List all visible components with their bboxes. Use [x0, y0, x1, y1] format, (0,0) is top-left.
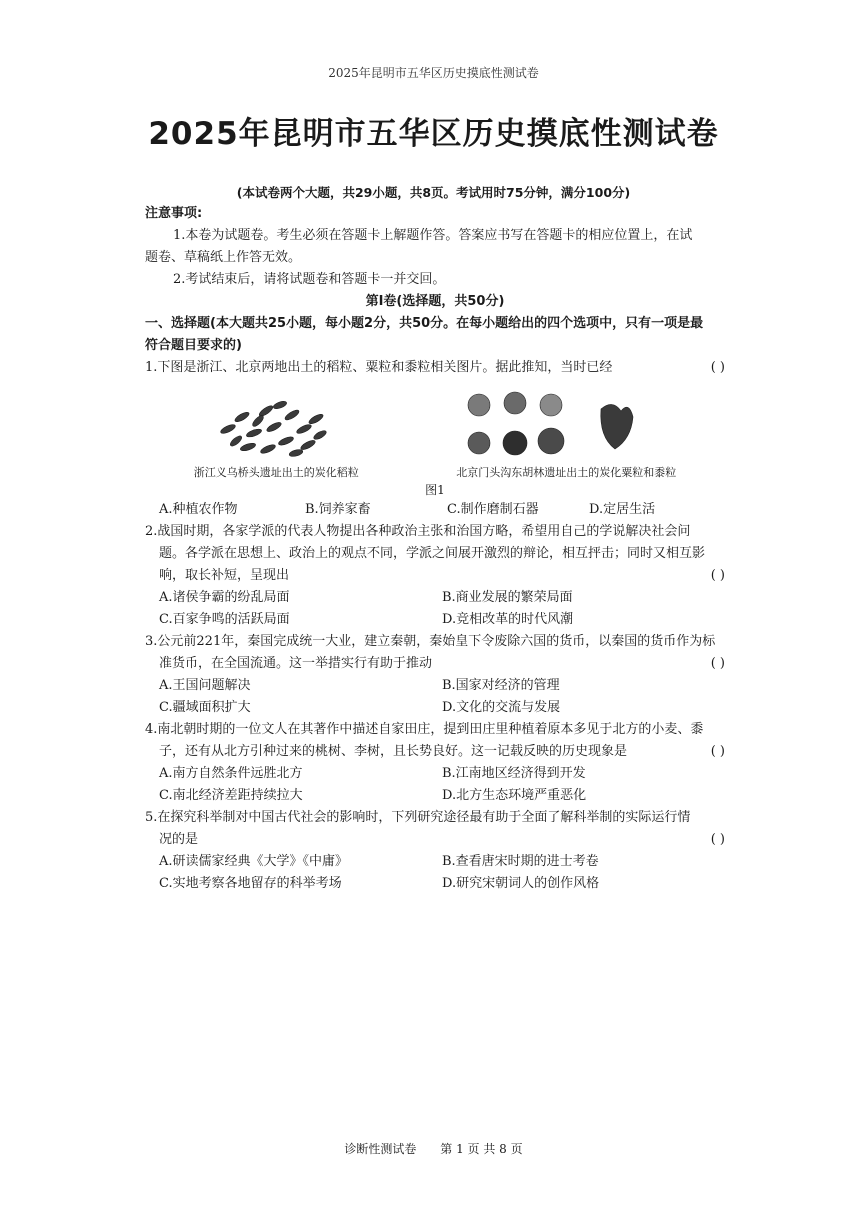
option-d: D.研究宋朝词人的创作风格: [442, 876, 600, 891]
question-4-line-1: 4.南北朝时期的一位文人在其著作中描述自家田庄，提到田庄里种植着原本多见于北方的小麦、黍: [145, 722, 704, 737]
footer-label: 诊断性测试卷: [344, 1142, 417, 1156]
page-footer: [0, 1140, 867, 1157]
carbonized-millet-photo: [463, 389, 663, 463]
question-1-captions: [145, 465, 725, 481]
option-d: D.定居生活: [589, 502, 656, 517]
page-number: 第 1 页 共 8 页: [440, 1142, 523, 1156]
option-b: B.商业发展的繁荣局面: [442, 590, 573, 605]
figure-label: 图1: [425, 483, 445, 497]
option-c: C.疆域面积扩大: [159, 700, 251, 715]
option-b: B.国家对经济的管理: [442, 678, 560, 693]
option-b: B.查看唐宋时期的进士考卷: [442, 854, 599, 869]
option-c: C.百家争鸣的活跃局面: [159, 612, 290, 627]
option-a: A.王国问题解决: [159, 678, 251, 693]
question-2-line-3: 响，取长补短，呈现出 ( ): [145, 565, 725, 587]
question-4-line-2: 子，还有从北方引种过来的桃树、李树，且长势良好。这一记载反映的历史现象是 ( ): [145, 741, 725, 763]
answer-blank: ( ): [710, 744, 725, 759]
notice-item-1-line-1: 1.本卷为试题卷。考生必须在答题卡上解题作答。答案应书写在答题卡的相应位置上，在试: [173, 228, 693, 243]
question-5-line-1: 5.在探究科举制对中国古代社会的影响时，下列研究途径最有助于全面了解科举制的实际运行情: [145, 810, 691, 825]
question-2-options-row-1: [145, 587, 725, 609]
notice-heading: 注意事项:: [145, 206, 203, 221]
caption-right: 北京门头沟东胡林遗址出土的炭化粟粒和黍粒: [456, 466, 677, 479]
option-a: A.种植农作物: [159, 502, 238, 517]
option-d: D.文化的交流与发展: [442, 700, 561, 715]
question-3-options-row-2: [145, 697, 725, 719]
answer-blank: ( ): [710, 568, 725, 583]
question-3-line-1: 3.公元前221年，秦国完成统一大业，建立秦朝，秦始皇下令废除六国的货币，以秦国的货币作为标: [145, 634, 716, 649]
option-c: C.制作磨制石器: [447, 502, 539, 517]
question-5-options-row-1: [145, 851, 725, 873]
option-c: C.南北经济差距持续拉大: [159, 788, 303, 803]
option-a: A.诸侯争霸的纷乱局面: [159, 590, 290, 605]
question-5-line-2: 况的是 ( ): [145, 829, 725, 851]
option-d: D.竞相改革的时代风潮: [442, 612, 574, 627]
answer-blank: ( ): [710, 656, 725, 671]
page-title: 2025年昆明市五华区历史摸底性测试卷: [148, 116, 719, 152]
option-b: B.江南地区经济得到开发: [442, 766, 586, 781]
answer-blank: ( ): [710, 832, 725, 847]
question-4-options-row-1: [145, 763, 725, 785]
question-3-options-row-1: [145, 675, 725, 697]
volume-heading: 第Ⅰ卷(选择题，共50分): [365, 294, 505, 309]
question-3-line-2: 准货币，在全国流通。这一举措实行有助于推动 ( ): [145, 653, 725, 675]
question-5-options-row-2: [145, 873, 725, 895]
option-a: A.南方自然条件远胜北方: [159, 766, 303, 781]
section-1-line-1: 一、选择题(本大题共25小题，每小题2分，共50分。在每小题给出的四个选项中，只有一项是最: [145, 316, 704, 331]
carbonized-rice-photo: [208, 389, 338, 463]
question-2-line-2: 题。各学派在思想上、政治上的观点不同，学派之间展开激烈的辩论，相互抨击；同时又相互影: [159, 546, 706, 561]
question-2-options-row-2: [145, 609, 725, 631]
option-c: C.实地考察各地留存的科举考场: [159, 876, 342, 891]
question-4-options-row-2: [145, 785, 725, 807]
answer-blank: ( ): [710, 360, 725, 375]
option-a: A.研读儒家经典《大学》《中庸》: [159, 854, 349, 869]
exam-subtitle: (本试卷两个大题，共29小题，共8页。考试用时75分钟，满分100分): [236, 185, 631, 200]
option-d: D.北方生态环境严重恶化: [442, 788, 587, 803]
section-1-line-2: 符合题目要求的): [145, 338, 242, 353]
exam-body: [145, 203, 725, 895]
question-1-stem: 1.下图是浙江、北京两地出土的稻粒、粟粒和黍粒相关图片。据此推知，当时已经 ( ): [145, 357, 725, 379]
question-2-line-1: 2.战国时期，各家学派的代表人物提出各种政治主张和治国方略，希望用自己的学说解决社会问: [145, 524, 691, 539]
question-1-figure: [145, 387, 725, 465]
caption-left: 浙江义乌桥头遗址出土的炭化稻粒: [193, 466, 359, 479]
notice-item-2: 2.考试结束后，请将试题卷和答题卡一并交回。: [173, 272, 446, 287]
option-b: B.饲养家畜: [305, 502, 371, 517]
question-1-options: [145, 499, 725, 521]
notice-item-1-line-2: 题卷、草稿纸上作答无效。: [145, 250, 302, 265]
running-header: 2025年昆明市五华区历史摸底性测试卷: [328, 66, 539, 80]
